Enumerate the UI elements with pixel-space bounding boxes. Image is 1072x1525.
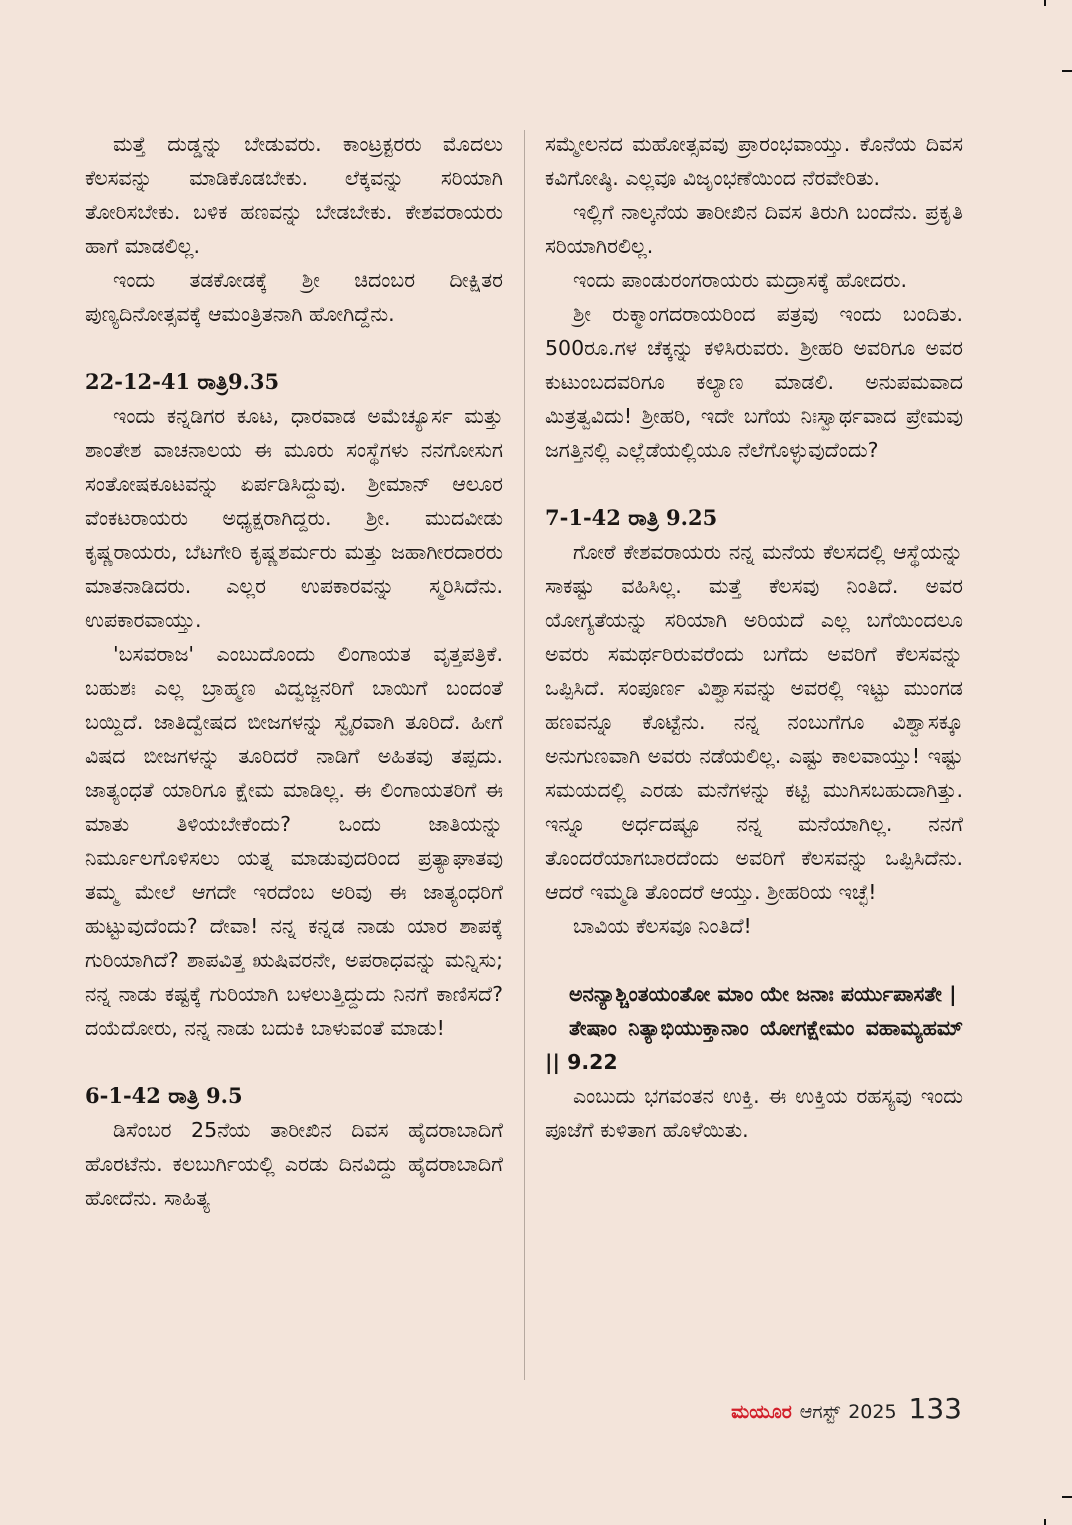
right-paragraph-3: ಇಂದು ಪಾಂಡುರಂಗರಾಯರು ಮದ್ರಾಸಕ್ಕೆ ಹೋದರು. [573,268,908,292]
right-paragraph-5: ಗೋಠೆ ಕೇಶವರಾಯರು ನನ್ನ ಮನೆಯ ಕೆಲಸದಲ್ಲಿ ಆಸ್ಥೆಯನ್ನು ಸಾಕಷ್ಟು ವಹಿಸಿಲ್ಲ. ಮತ್ತೆ ಕೆಲಸವು ನಿಂತಿದೆ. ಅವರ ಯೋಗ್ಯತೆಯನ್ನು ಸರಿಯಾಗಿ ಅರಿಯದೆ ಎಲ್ಲ ಬಗೆಯಿಂದಲೂ ಅವರು ಸಮರ್ಥರಿರುವರೆಂದು ಬಗೆದು ಅವರಿಗೆ ಕೆಲಸವನ್ನು ಒಪ್ಪಿಸಿದೆ. ಸಂಪೂರ್ಣ ವಿಶ್ವಾಸವನ್ನು ಅವರಲ್ಲಿ ಇಟ್ಟು ಮುಂಗಡ ಹಣವನ್ನೂ ಕೊಟ್ಟೆನು. ನನ್ನ ನಂಬುಗೆಗೂ ವಿಶ್ವಾಸಕ್ಕೂ ಅನುಗುಣವಾಗಿ ಅವರು ನಡೆಯಲಿಲ್ಲ. ಎಷ್ಟು ಕಾಲವಾಯ್ತು! ಇಷ್ಟು ಸಮಯದಲ್ಲಿ ಎರಡು ಮನೆಗಳನ್ನು ಕಟ್ಟಿ ಮುಗಿಸಬಹುದಾಗಿತ್ತು. ಇನ್ನೂ ಅರ್ಧದಷ್ಟೂ ನನ್ನ ಮನೆಯಾಗಿಲ್ಲ. ನನಗೆ ತೊಂದರೆಯಾಗಬಾರದೆಂದು ಅವರಿಗೆ ಕೆಲಸವನ್ನು ಒಪ್ಪಿಸಿದೆನು. ಆದರೆ ಇಮ್ಮಡಿ ತೊಂದರೆ ಆಯ್ತು. ಶ್ರೀಹರಿಯ ಇಚ್ಛೆ! [545,540,963,904]
magazine-logo: ಮಯೂರ [731,1401,792,1423]
entry-heading-6-1-42: 6-1-42 ರಾತ್ರಿ 9.5 [85,1083,243,1108]
crop-mark-bottom-right [1044,1519,1046,1525]
left-column [85,127,503,1215]
crop-mark-right-upper [1062,70,1072,72]
issue-month: ಆಗಸ್ಟ್ [799,1401,841,1423]
left-paragraph-1: ಮತ್ತೆ ದುಡ್ಡನ್ನು ಬೇಡುವರು. ಕಾಂಟ್ರಕ್ಟರರು ಮೊದಲು ಕೆಲಸವನ್ನು ಮಾಡಿಕೊಡಬೇಕು. ಲೆಕ್ಕವನ್ನು ಸರಿಯಾಗಿ ತೋರಿಸಬೇಕು. ಬಳಿಕ ಹಣವನ್ನು ಬೇಡಬೇಕು. ಕೇಶವರಾಯರು ಹಾಗೆ ಮಾಡಲಿಲ್ಲ. [85,132,503,258]
right-column [545,127,963,1147]
crop-mark-right-lower [1062,1496,1072,1498]
right-paragraph-7: ಎಂಬುದು ಭಗವಂತನ ಉಕ್ತಿ. ಈ ಉಕ್ತಿಯ ರಹಸ್ಯವು ಇಂದು ಪೂಜೆಗೆ ಕುಳಿತಾಗ ಹೊಳೆಯಿತು. [545,1084,963,1142]
column-divider [524,130,525,1380]
gita-verse-line-1: ಅನನ್ಯಾಶ್ಚಿಂತಯಂತೋ ಮಾಂ ಯೇ ಜನಾಃ ಪರ್ಯುಪಾಸತೇ | [569,982,957,1006]
right-paragraph-6: ಬಾವಿಯ ಕೆಲಸವೂ ನಿಂತಿದೆ! [573,914,752,938]
left-paragraph-2: ಇಂದು ತಡಕೋಡಕ್ಕೆ ಶ್ರೀ ಚಿದಂಬರ ದೀಕ್ಷಿತರ ಪುಣ್ಯದಿನೋತ್ಸವಕ್ಕೆ ಆಮಂತ್ರಿತನಾಗಿ ಹೋಗಿದ್ದೆನು. [85,268,503,326]
page-number: 133 [908,1392,962,1425]
right-paragraph-2: ಇಲ್ಲಿಗೆ ನಾಲ್ಕನೆಯ ತಾರೀಖಿನ ದಿವಸ ತಿರುಗಿ ಬಂದೆನು. ಪ್ರಕೃತಿ ಸರಿಯಾಗಿರಲಿಲ್ಲ. [545,200,963,258]
entry-heading-7-1-42: 7-1-42 ರಾತ್ರಿ 9.25 [545,505,718,530]
page-footer [731,1392,962,1425]
right-paragraph-1: ಸಮ್ಮೇಲನದ ಮಹೋತ್ಸವವು ಪ್ರಾರಂಭವಾಯ್ತು. ಕೊನೆಯ ದಿವಸ ಕವಿಗೋಷ್ಠಿ. ಎಲ್ಲವೂ ವಿಜೃಂಭಣೆಯಿಂದ ನೆರವೇರಿತು. [545,132,963,190]
left-paragraph-4: 'ಬಸವರಾಜ' ಎಂಬುದೊಂದು ಲಿಂಗಾಯತ ವೃತ್ತಪತ್ರಿಕೆ. ಬಹುಶಃ ಎಲ್ಲ ಬ್ರಾಹ್ಮಣ ವಿದ್ವಜ್ಜನರಿಗೆ ಬಾಯಿಗೆ ಬಂದಂತೆ ಬಯ್ದಿದೆ. ಜಾತಿದ್ವೇಷದ ಬೀಜಗಳನ್ನು ಸ್ವೈರವಾಗಿ ತೂರಿದೆ. ಹೀಗೆ ವಿಷದ ಬೀಜಗಳನ್ನು ತೂರಿದರೆ ನಾಡಿಗೆ ಅಹಿತವು ತಪ್ಪದು. ಜಾತ್ಯಂಧತೆ ಯಾರಿಗೂ ಕ್ಷೇಮ ಮಾಡಿಲ್ಲ. ಈ ಲಿಂಗಾಯತರಿಗೆ ಈ ಮಾತು ತಿಳಿಯಬೇಕೆಂದು? ಒಂದು ಜಾತಿಯನ್ನು ನಿರ್ಮೂಲಗೊಳಿಸಲು ಯತ್ನ ಮಾಡುವುದರಿಂದ ಪ್ರತ್ಯಾಘಾತವು ತಮ್ಮ ಮೇಲೆ ಆಗದೇ ಇರದೆಂಬ ಅರಿವು ಈ ಜಾತ್ಯಂಧರಿಗೆ ಹುಟ್ಟುವುದೆಂದು? ದೇವಾ! ನನ್ನ ಕನ್ನಡ ನಾಡು ಯಾರ ಶಾಪಕ್ಕೆ ಗುರಿಯಾಗಿದೆ? ಶಾಪವಿತ್ತ ಋಷಿವರನೇ, ಅಪರಾಧವನ್ನು ಮನ್ನಿಸು; ನನ್ನ ನಾಡು ಕಷ್ಟಕ್ಕೆ ಗುರಿಯಾಗಿ ಬಳಲುತ್ತಿದ್ದುದು ನಿನಗೆ ಕಾಣಿಸದೆ? ದಯೆದೋರು, ನನ್ನ ನಾಡು ಬದುಕಿ ಬಾಳುವಂತೆ ಮಾಡು! [85,642,503,1040]
entry-heading-22-12-41: 22-12-41 ರಾತ್ರಿ9.35 [85,369,280,394]
crop-mark-top-right [1044,0,1046,6]
left-paragraph-5: ಡಿಸೆಂಬರ 25ನೆಯ ತಾರೀಖಿನ ದಿವಸ ಹೈದರಾಬಾದಿಗೆ ಹೊರಟೆನು. ಕಲಬುರ್ಗಿಯಲ್ಲಿ ಎರಡು ದಿನವಿದ್ದು ಹೈದರಾಬಾದಿಗೆ ಹೋದೆನು. ಸಾಹಿತ್ಯ [85,1118,503,1210]
left-paragraph-3: ಇಂದು ಕನ್ನಡಿಗರ ಕೂಟ, ಧಾರವಾಡ ಅಮೆಚ್ಯೂರ್ಸ ಮತ್ತು ಶಾಂತೇಶ ವಾಚನಾಲಯ ಈ ಮೂರು ಸಂಸ್ಥೆಗಳು ನನಗೋಸುಗ ಸಂತೋಷಕೂಟವನ್ನು ಏರ್ಪಡಿಸಿದ್ದುವು. ಶ್ರೀಮಾನ್ ಆಲೂರ ವೆಂಕಟರಾಯರು ಅಧ್ಯಕ್ಷರಾಗಿದ್ದರು. ಶ್ರೀ. ಮುದವೀಡು ಕೃಷ್ಣರಾಯರು, ಬೆಟಗೇರಿ ಕೃಷ್ಣಶರ್ಮರು ಮತ್ತು ಜಹಾಗೀರದಾರರು ಮಾತನಾಡಿದರು. ಎಲ್ಲರ ಉಪಕಾರವನ್ನು ಸ್ಮರಿಸಿದೆನು. ಉಪಕಾರವಾಯ್ತು. [85,404,503,632]
gita-verse-line-2: ತೇಷಾಂ ನಿತ್ಯಾಭಿಯುಕ್ತಾನಾಂ ಯೋಗಕ್ಷೇಮಂ ವಹಾಮ್ಯಹಮ್ || 9.22 [545,1016,963,1074]
right-paragraph-4: ಶ್ರೀ ರುಕ್ಮಾಂಗದರಾಯರಿಂದ ಪತ್ರವು ಇಂದು ಬಂದಿತು. 500ರೂ.ಗಳ ಚೆಕ್ಕನ್ನು ಕಳಿಸಿರುವರು. ಶ್ರೀಹರಿ ಅವರಿಗೂ ಅವರ ಕುಟುಂಬದವರಿಗೂ ಕಲ್ಯಾಣ ಮಾಡಲಿ. ಅನುಪಮವಾದ ಮಿತ್ರತ್ವವಿದು! ಶ್ರೀಹರಿ, ಇದೇ ಬಗೆಯ ನಿಃಸ್ವಾರ್ಥವಾದ ಪ್ರೇಮವು ಜಗತ್ತಿನಲ್ಲಿ ಎಲ್ಲೆಡೆಯಲ್ಲಿಯೂ ನೆಲೆಗೊಳ್ಳುವುದೆಂದು? [545,302,963,462]
issue-year: 2025 [848,1401,897,1423]
